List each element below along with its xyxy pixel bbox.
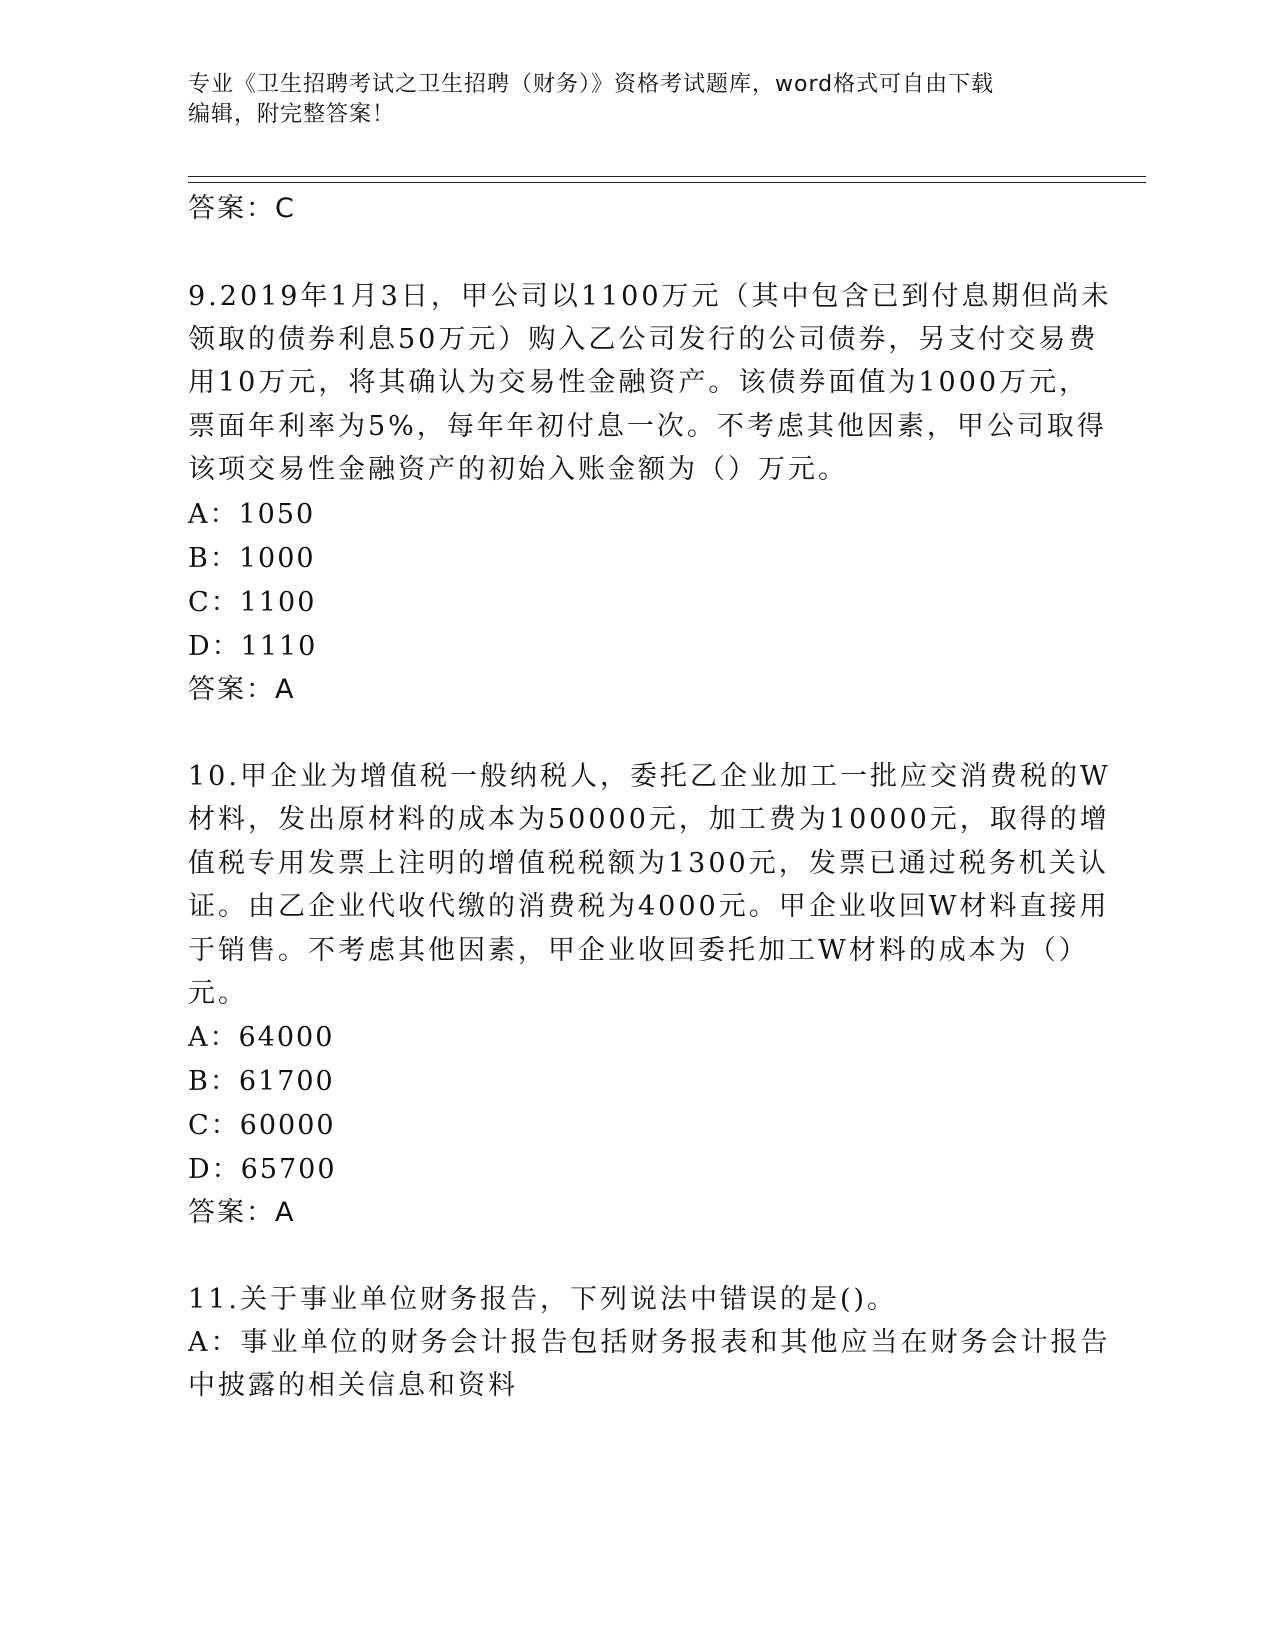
option-b: B：61700: [188, 1066, 335, 1097]
question-text-line: 11.关于事业单位财务报告，下列说法中错误的是()。: [188, 1284, 898, 1315]
question-text-line: 该项交易性金融资产的初始入账金额为（）万元。: [188, 454, 848, 485]
header-line-1: 专业《卫生招聘考试之卫生招聘（财务）》资格考试题库，word格式可自由下载: [188, 72, 995, 97]
question-text-line: 材料，发出原材料的成本为50000元，加工费为10000元，取得的增: [188, 804, 1110, 835]
option-a-continued: 中披露的相关信息和资料: [188, 1370, 518, 1401]
question-text-line: 票面年利率为5%，每年年初付息一次。不考虑其他因素，甲公司取得: [188, 411, 1107, 442]
previous-answer: 答案：C: [188, 193, 296, 224]
answer-label: 答案：A: [188, 674, 296, 705]
option-c: C：1100: [188, 587, 317, 618]
option-d: D：65700: [188, 1154, 337, 1185]
question-text-line: 9.2019年1月3日，甲公司以1100万元（其中包含已到付息期但尚未: [188, 281, 1112, 312]
option-b: B：1000: [188, 543, 316, 574]
header-divider-top: [188, 176, 1146, 177]
option-a: A：1050: [188, 499, 316, 530]
header-divider-bottom: [188, 182, 1146, 183]
question-text-line: 用10万元，将其确认为交易性金融资产。该债券面值为1000万元，: [188, 367, 1090, 398]
header-line-2: 编辑，附完整答案！: [188, 102, 396, 127]
question-text-line: 元。: [188, 978, 248, 1009]
question-text-line: 领取的债券利息50万元）购入乙公司发行的公司债券，另支付交易费: [188, 324, 1099, 355]
question-text-line: 于销售。不考虑其他因素，甲企业收回委托加工W材料的成本为（）: [188, 935, 1089, 966]
option-a: A：事业单位的财务会计报告包括财务报表和其他应当在财务会计报告: [188, 1327, 1111, 1358]
question-text-line: 10.甲企业为增值税一般纳税人，委托乙企业加工一批应交消费税的W: [188, 761, 1111, 792]
option-c: C：60000: [188, 1110, 336, 1141]
answer-label: 答案：A: [188, 1197, 296, 1228]
option-a: A：64000: [188, 1022, 335, 1053]
question-text-line: 证。由乙企业代收代缴的消费税为4000元。甲企业收回W材料直接用: [188, 891, 1110, 922]
question-text-line: 值税专用发票上注明的增值税税额为1300元，发票已通过税务机关认: [188, 848, 1109, 879]
page-header: [188, 70, 1068, 130]
option-d: D：1110: [188, 631, 318, 662]
